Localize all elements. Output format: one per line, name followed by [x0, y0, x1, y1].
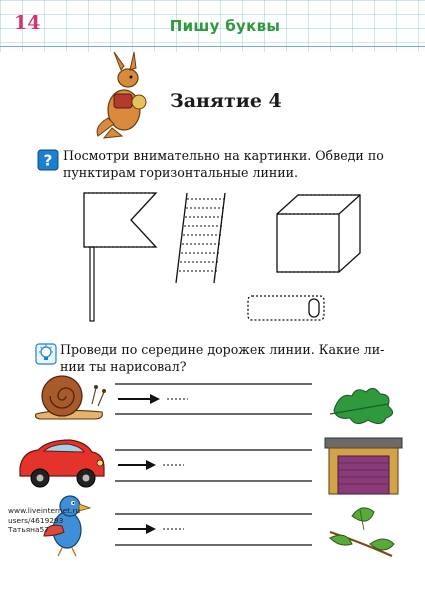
svg-text:?: ?: [43, 151, 53, 170]
track-row-1: [115, 384, 312, 414]
watermark-line-2: users/4619293: [8, 515, 64, 525]
task1-line-2: пунктирам горизонтальные линии.: [63, 165, 299, 180]
task2-instruction: [60, 341, 384, 375]
garage-icon: [325, 438, 402, 494]
watermark-line-3: Татьяна57: [8, 525, 49, 534]
lesson-title: Занятие 4: [170, 90, 282, 112]
task1-line-1: Посмотри внимательно на картинки. Обведи по: [63, 148, 384, 163]
dotted-cube-figure: [277, 195, 360, 272]
oak-leaf-icon: [330, 388, 393, 423]
light-bulb-icon: [35, 343, 57, 365]
task2-line-2: нии ты нарисовал?: [60, 359, 187, 374]
question-mark-icon: [37, 149, 59, 171]
dotted-ladder-figure: [176, 193, 225, 283]
header-title: Пишу буквы: [169, 17, 281, 35]
watermark-line-1: www.liveinternet.ru: [8, 506, 81, 515]
red-car-icon: [20, 440, 104, 487]
dotted-flag-figure: [84, 193, 156, 321]
dotted-rod-figure: [248, 296, 324, 320]
kangaroo-mascot-icon: [97, 52, 146, 138]
leafy-branch-icon: [330, 508, 394, 556]
track-row-2: [115, 450, 312, 481]
task2-line-1: Проведи по середине дорожек линии. Какие ли-: [60, 342, 385, 357]
task1-instruction: [63, 147, 384, 181]
snail-icon: [36, 376, 107, 419]
watermark: [8, 506, 80, 535]
page-number: 14: [14, 12, 41, 34]
track-row-3: [115, 514, 312, 545]
